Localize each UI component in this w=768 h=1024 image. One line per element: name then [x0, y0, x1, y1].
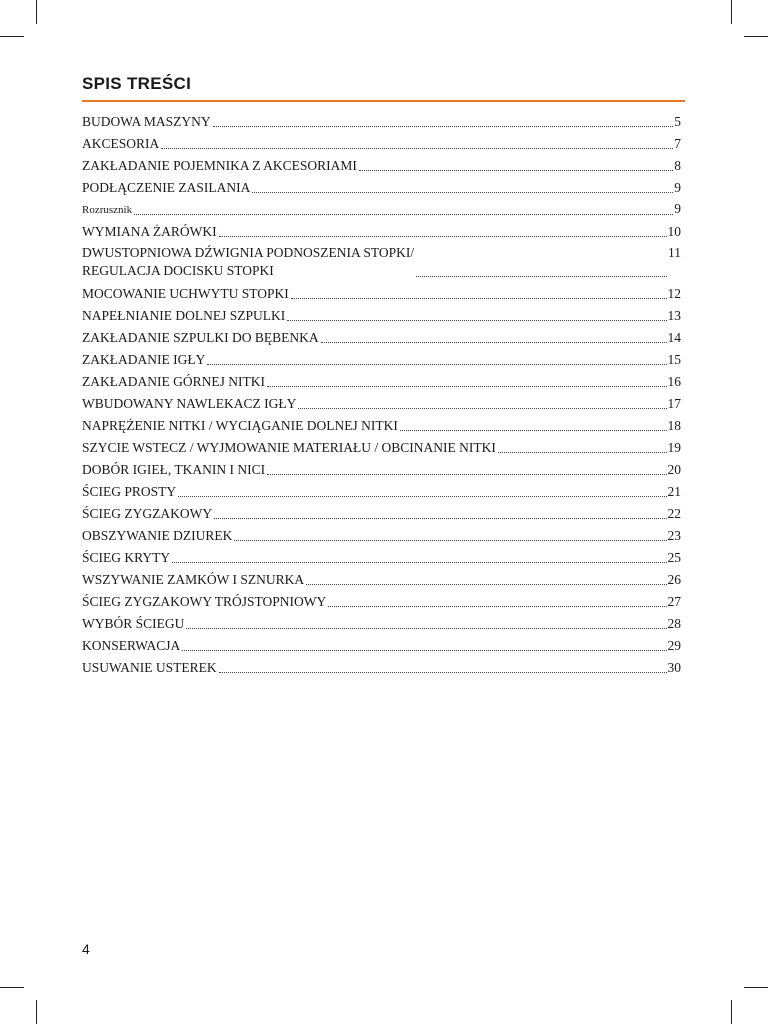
toc-entry[interactable]: [82, 110, 681, 132]
toc-entry-row: [82, 180, 681, 196]
toc-entry-label: ZAKŁADANIE IGŁY: [82, 352, 206, 367]
toc-entry[interactable]: [82, 282, 681, 304]
toc-entry-row: [82, 330, 681, 346]
toc-entry-label: ŚCIEG PROSTY: [82, 484, 177, 499]
toc-entry-row: [82, 594, 681, 610]
toc-entry-row: [82, 462, 681, 478]
toc-entry-page-number: 7: [674, 136, 681, 151]
toc-entry-row: [82, 308, 681, 324]
toc-entry-page-number: 20: [667, 462, 681, 477]
toc-entry-row: [82, 201, 681, 218]
toc-entry-page-number: 19: [667, 440, 681, 455]
toc-entry-page-number: 26: [667, 572, 681, 587]
toc-entry-label: WBUDOWANY NAWLEKACZ IGŁY: [82, 396, 297, 411]
toc-dot-leader: [298, 408, 666, 409]
toc-entry[interactable]: [82, 546, 681, 568]
toc-entry[interactable]: [82, 480, 681, 502]
toc-entry[interactable]: [82, 612, 681, 634]
toc-entry-label: ZAKŁADANIE POJEMNIKA Z AKCESORIAMI: [82, 158, 357, 173]
toc-entry-label: Rozrusznik: [82, 204, 133, 216]
toc-entry-page-number: 8: [674, 158, 681, 173]
toc-entry-label: ZAKŁADANIE GÓRNEJ NITKI: [82, 374, 265, 389]
title-divider: [82, 100, 685, 102]
toc-entry-row: [82, 114, 681, 130]
toc-entry-page-number: 25: [667, 550, 681, 565]
crop-mark-top-right-horizontal: [744, 36, 768, 37]
toc-dot-leader: [498, 452, 667, 453]
toc-entry-row: [82, 244, 681, 280]
toc-entry-page-number: 28: [667, 616, 681, 631]
toc-entry[interactable]: [82, 154, 681, 176]
toc-entry-page-number: 15: [667, 352, 681, 367]
toc-entry[interactable]: [82, 348, 681, 370]
toc-entry[interactable]: [82, 392, 681, 414]
toc-entry-page-number: 22: [667, 506, 681, 521]
toc-dot-leader: [172, 562, 666, 563]
toc-entry-row: [82, 374, 681, 390]
toc-dot-leader: [219, 236, 667, 237]
toc-dot-leader: [214, 518, 666, 519]
toc-entry-row: [82, 418, 681, 434]
toc-entry-label: USUWANIE USTEREK: [82, 660, 217, 675]
page-number: 4: [82, 941, 90, 957]
toc-entry-label: MOCOWANIE UCHWYTU STOPKI: [82, 286, 289, 301]
toc-dot-leader: [252, 192, 673, 193]
toc-entry[interactable]: [82, 436, 681, 458]
toc-entry[interactable]: [82, 458, 681, 480]
toc-entry[interactable]: [82, 304, 681, 326]
toc-entry-page-number: 9: [674, 180, 681, 195]
toc-entry-page-number: 29: [667, 638, 681, 653]
toc-dot-leader: [267, 474, 666, 475]
toc-entry-label: ŚCIEG ZYGZAKOWY TRÓJSTOPNIOWY: [82, 594, 327, 609]
toc-entry-row: [82, 506, 681, 522]
toc-dot-leader: [416, 276, 667, 277]
toc-entry-page-number: 30: [667, 660, 681, 675]
toc-dot-leader: [234, 540, 666, 541]
toc-entry[interactable]: [82, 502, 681, 524]
toc-entry[interactable]: [82, 524, 681, 546]
toc-entry-page-number: 17: [667, 396, 681, 411]
toc-entry-label: ŚCIEG ZYGZAKOWY: [82, 506, 213, 521]
page-title: SPIS TREŚCI: [82, 74, 192, 93]
toc-entry-label: NAPEŁNIANIE DOLNEJ SZPULKI: [82, 308, 286, 323]
crop-mark-top-left-vertical: [36, 0, 37, 24]
table-of-contents: [82, 110, 681, 678]
toc-entry[interactable]: [82, 198, 681, 220]
toc-entry-page-number: 18: [667, 418, 681, 433]
toc-entry-row: [82, 660, 681, 676]
toc-entry-label: BUDOWA MASZYNY: [82, 114, 211, 129]
toc-entry-row: [82, 550, 681, 566]
toc-dot-leader: [161, 148, 673, 149]
toc-entry[interactable]: [82, 568, 681, 590]
toc-entry-page-number: 14: [667, 330, 681, 345]
toc-entry-label: WYMIANA ŻARÓWKI: [82, 224, 217, 239]
toc-entry-page-number: 23: [667, 528, 681, 543]
toc-entry[interactable]: [82, 176, 681, 198]
crop-mark-top-left-horizontal: [0, 36, 24, 37]
toc-entry-label: DOBÓR IGIEŁ, TKANIN I NICI: [82, 462, 266, 477]
toc-entry-label: OBSZYWANIE DZIUREK: [82, 528, 233, 543]
toc-entry-label: AKCESORIA: [82, 136, 160, 151]
crop-mark-top-right-vertical: [731, 0, 732, 24]
toc-entry-row: [82, 224, 681, 240]
toc-entry-label: KONSERWACJA: [82, 638, 181, 653]
toc-dot-leader: [287, 320, 666, 321]
toc-entry-row: [82, 572, 681, 588]
toc-entry-row: [82, 286, 681, 302]
toc-entry[interactable]: [82, 220, 681, 242]
toc-entry-page-number: 11: [668, 245, 681, 260]
toc-dot-leader: [186, 628, 666, 629]
toc-entry[interactable]: [82, 242, 681, 282]
toc-dot-leader: [182, 650, 666, 651]
toc-entry-row: [82, 484, 681, 500]
crop-mark-bottom-right-vertical: [731, 1000, 732, 1024]
toc-dot-leader: [328, 606, 666, 607]
toc-entry-row: [82, 616, 681, 632]
crop-mark-bottom-left-vertical: [36, 1000, 37, 1024]
crop-mark-bottom-right-horizontal: [744, 987, 768, 988]
toc-entry-row: [82, 528, 681, 544]
toc-entry[interactable]: [82, 634, 681, 656]
toc-dot-leader: [359, 170, 673, 171]
toc-entry[interactable]: [82, 326, 681, 348]
toc-entry-page-number: 21: [667, 484, 681, 499]
toc-entry-row: [82, 136, 681, 152]
toc-dot-leader: [267, 386, 667, 387]
toc-entry-label: ZAKŁADANIE SZPULKI DO BĘBENKA: [82, 330, 319, 345]
toc-entry-label: SZYCIE WSTECZ / WYJMOWANIE MATERIAŁU / OBCINANIE NITKI: [82, 440, 496, 455]
toc-entry-label: DWUSTOPNIOWA DŹWIGNIA PODNOSZENIA STOPKI/ REGULACJA DOCISKU STOPKI: [82, 245, 415, 278]
toc-entry-page-number: 10: [667, 224, 681, 239]
toc-entry-label: WSZYWANIE ZAMKÓW I SZNURKA: [82, 572, 305, 587]
toc-dot-leader: [219, 672, 667, 673]
toc-dot-leader: [178, 496, 666, 497]
toc-entry-page-number: 5: [674, 114, 681, 129]
toc-dot-leader: [207, 364, 666, 365]
toc-dot-leader: [134, 214, 673, 215]
toc-dot-leader: [400, 430, 667, 431]
toc-entry-row: [82, 440, 681, 456]
toc-dot-leader: [213, 126, 674, 127]
toc-entry[interactable]: [82, 414, 681, 436]
toc-entry-label: NAPRĘŻENIE NITKI / WYCIĄGANIE DOLNEJ NITKI: [82, 418, 398, 433]
toc-dot-leader: [321, 342, 667, 343]
toc-entry-row: [82, 158, 681, 174]
toc-entry[interactable]: [82, 656, 681, 678]
toc-entry-page-number: 13: [667, 308, 681, 323]
toc-entry-label: ŚCIEG KRYTY: [82, 550, 171, 565]
toc-entry-row: [82, 352, 681, 368]
toc-entry-page-number: 9: [674, 201, 681, 216]
toc-entry[interactable]: [82, 370, 681, 392]
toc-dot-leader: [306, 584, 666, 585]
toc-entry[interactable]: [82, 590, 681, 612]
toc-entry-row: [82, 396, 681, 412]
toc-entry-row: [82, 638, 681, 654]
toc-entry-page-number: 27: [667, 594, 681, 609]
toc-entry-page-number: 12: [667, 286, 681, 301]
toc-entry[interactable]: [82, 132, 681, 154]
crop-mark-bottom-left-horizontal: [0, 987, 24, 988]
toc-entry-page-number: 16: [667, 374, 681, 389]
toc-entry-label: WYBÓR ŚCIEGU: [82, 616, 185, 631]
toc-entry-label: PODŁĄCZENIE ZASILANIA: [82, 180, 251, 195]
toc-dot-leader: [291, 298, 667, 299]
